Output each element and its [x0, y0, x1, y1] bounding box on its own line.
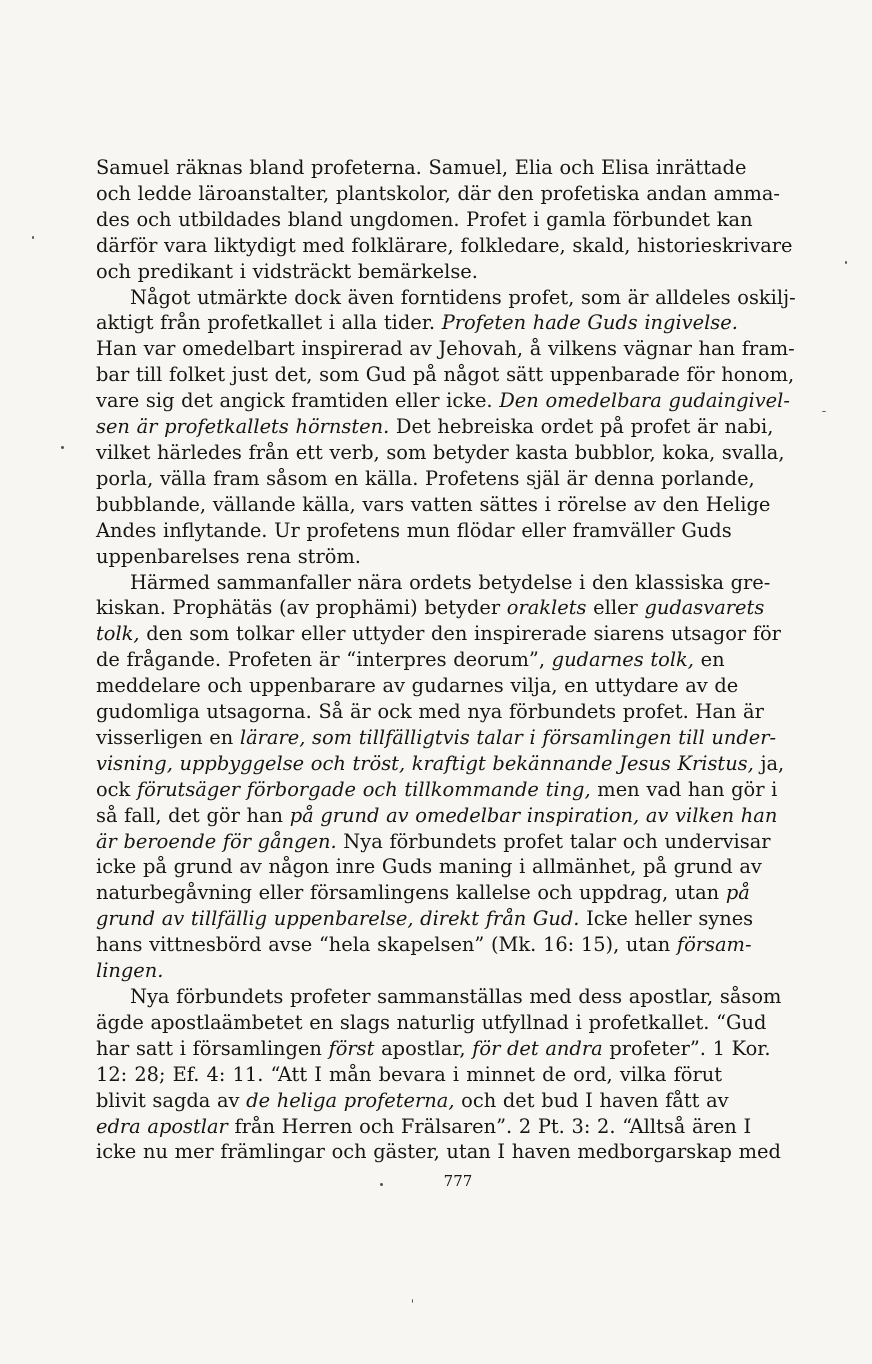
text-line — [96, 233, 793, 259]
text-run: men vad han gör i — [590, 777, 778, 801]
text-run: icke på grund av någon inre Guds maning i allmänhet, på grund av — [96, 855, 762, 879]
text-line — [96, 647, 725, 673]
text-run: blivit sagda av — [96, 1088, 247, 1112]
scan-speck — [845, 261, 847, 264]
text-line — [96, 803, 778, 829]
text-line — [96, 362, 795, 388]
text-run: Samuel räknas bland profeterna. Samuel, Elia och Elisa inrättade — [96, 156, 747, 179]
text-run: eller — [586, 596, 645, 620]
text-run: Något utmärkte dock även forntidens profet, som är alldeles oskilj- — [130, 285, 796, 309]
text-run: den som tolkar eller uttyder den inspirerade siarens utsagor för — [139, 622, 781, 646]
italic-text-run: på — [725, 881, 750, 905]
text-run: meddelare och uppenbarare av gudarnes vilja, en uttydare av de — [96, 674, 739, 698]
text-run: därför vara liktydigt med folklärare, folkledare, skald, historieskrivare — [96, 233, 793, 257]
page-body-text — [96, 155, 796, 1165]
text-run: och predikant i vidsträckt bemärkelse. — [96, 259, 478, 283]
text-run: Han var omedelbart inspirerad av Jehovah, å vilkens vägnar han fram- — [96, 337, 795, 361]
italic-text-run: edra apostlar — [96, 1114, 228, 1138]
text-run: Icke heller synes — [579, 907, 754, 931]
italic-text-run: grund av tillfällig uppenbarelse, direkt från Gud. — [96, 907, 580, 931]
text-run: apostlar, — [374, 1036, 473, 1060]
scan-speck — [380, 1183, 383, 1186]
text-line — [96, 1114, 752, 1140]
text-line — [96, 414, 774, 440]
text-run: ock — [96, 777, 137, 801]
scan-speck — [412, 1299, 413, 1303]
text-line — [96, 1062, 722, 1088]
text-line — [96, 1010, 767, 1036]
text-line — [96, 570, 771, 596]
text-line — [96, 207, 753, 233]
text-run: Nya förbundets profet talar och undervisar — [336, 829, 771, 853]
italic-text-run: först — [328, 1036, 375, 1060]
text-run: naturbegåvning eller församlingens kallelse och uppdrag, utan — [96, 881, 726, 905]
text-run: icke nu mer främlingar och gäster, utan I haven medborgarskap med — [96, 1140, 781, 1164]
text-line — [96, 310, 738, 336]
text-run: de frågande. Profeten är “interpres deorum”, — [96, 648, 552, 672]
scan-speck — [61, 446, 64, 449]
text-line — [96, 1088, 729, 1114]
text-line — [96, 699, 764, 725]
paragraph — [96, 984, 782, 1165]
text-line — [96, 155, 747, 181]
text-run: ja, — [753, 751, 785, 775]
text-run: uppenbarelses rena ström. — [96, 544, 361, 568]
text-line — [96, 595, 765, 621]
italic-text-run: försam- — [676, 933, 752, 957]
text-line — [96, 1139, 781, 1165]
text-run: Nya förbundets profeter sammanställas med dess apostlar, såsom — [130, 985, 782, 1008]
text-line — [96, 466, 755, 492]
text-line — [96, 777, 778, 803]
text-run: gudomliga utsagorna. Så är ock med nya förbundets profet. Han är — [96, 700, 764, 724]
italic-text-run: lingen. — [96, 959, 164, 983]
paragraph — [96, 285, 796, 570]
text-run: kiskan. Prophätäs (av prophämi) betyder — [96, 596, 507, 620]
text-line — [96, 880, 750, 906]
italic-text-run: på grund av omedelbar inspiration, av vilken han — [289, 803, 778, 827]
text-run: och det bud I haven fått av — [454, 1088, 729, 1112]
text-run: Härmed sammanfaller nära ordets betydelse i den klassiska gre- — [130, 570, 771, 594]
scan-speck — [32, 236, 34, 239]
italic-text-run: Den omedelbara gudaingivel- — [499, 389, 790, 413]
italic-text-run: gudarnes tolk, — [551, 648, 694, 672]
text-run: Andes inflytande. Ur profetens mun flödar eller framväller Guds — [96, 518, 732, 542]
text-run: vare sig det angick framtiden eller icke. — [96, 389, 500, 413]
page-number-row — [0, 1172, 872, 1190]
text-run: från Herren och Frälsaren”. 2 Pt. 3: 2. “Alltså ären I — [227, 1114, 752, 1138]
italic-text-run: de heliga profeterna, — [246, 1088, 455, 1112]
text-line — [96, 181, 780, 207]
italic-text-run: gudasvarets — [644, 596, 765, 620]
text-line — [96, 958, 722, 984]
text-run: profeter”. 1 Kor. — [602, 1036, 771, 1060]
text-run: hans vittnesbörd avse “hela skapelsen” (Mk. 16: 15), utan — [96, 933, 677, 957]
text-run: des och utbildades bland ungdomen. Profet i gamla förbundet kan — [96, 207, 753, 231]
text-run: visserligen en — [96, 725, 240, 749]
text-run: ägde apostlaämbetet en slags naturlig utfyllnad i profetkallet. “Gud — [96, 1010, 767, 1034]
text-run: och ledde läroanstalter, plantskolor, där den profetiska andan amma- — [96, 181, 780, 205]
italic-text-run: förutsäger förborgade och tillkommande ting, — [136, 777, 591, 801]
text-line — [96, 725, 777, 751]
text-run: har satt i församlingen — [96, 1036, 329, 1060]
italic-text-run: lärare, som tillfälligtvis talar i församlingen till under- — [239, 725, 777, 749]
text-line — [96, 984, 782, 1010]
italic-text-run: sen är profetkallets hörnsten. — [96, 415, 390, 439]
paragraph — [96, 570, 785, 985]
text-run: bar till folket just det, som Gud på något sätt uppenbarade för honom, — [96, 363, 795, 387]
scan-speck — [822, 411, 826, 412]
text-line — [96, 440, 785, 466]
text-line — [96, 621, 781, 647]
text-line — [96, 673, 739, 699]
text-run: porla, välla fram såsom en källa. Profetens själ är denna porlande, — [96, 466, 755, 490]
italic-text-run: visning, uppbyggelse och tröst, kraftigt bekännande Jesus Kristus, — [96, 751, 754, 775]
text-line — [96, 751, 785, 777]
italic-text-run: för det andra — [472, 1036, 603, 1060]
text-line — [96, 259, 722, 285]
paragraph — [96, 155, 793, 285]
text-line — [96, 906, 754, 932]
text-run: vilket härledes från ett verb, som betyder kasta bubblor, koka, svalla, — [96, 440, 785, 464]
italic-text-run: Profeten hade Guds ingivelse. — [441, 311, 738, 335]
text-line — [96, 1036, 771, 1062]
text-run: så fall, det gör han — [96, 803, 290, 827]
text-line — [96, 285, 796, 311]
text-run: en — [693, 648, 725, 672]
text-run: Det hebreiska ordet på profet är nabi, — [389, 415, 774, 439]
italic-text-run: är beroende för gången. — [96, 829, 337, 853]
text-line — [96, 492, 771, 518]
text-line — [96, 336, 795, 362]
page-number: 777 — [443, 1172, 473, 1190]
text-line — [96, 388, 790, 414]
text-line — [96, 544, 722, 570]
text-line — [96, 829, 771, 855]
italic-text-run: tolk, — [96, 622, 140, 646]
italic-text-run: oraklets — [506, 596, 587, 620]
text-run: 12: 28; Ef. 4: 11. “Att I mån bevara i minnet de ord, vilka förut — [96, 1062, 722, 1086]
text-run: aktigt från profetkallet i alla tider. — [96, 311, 442, 335]
text-run: bubblande, vällande källa, vars vatten sättes i rörelse av den Helige — [96, 492, 771, 516]
text-line — [96, 854, 762, 880]
text-line — [96, 518, 732, 544]
text-line — [96, 932, 752, 958]
